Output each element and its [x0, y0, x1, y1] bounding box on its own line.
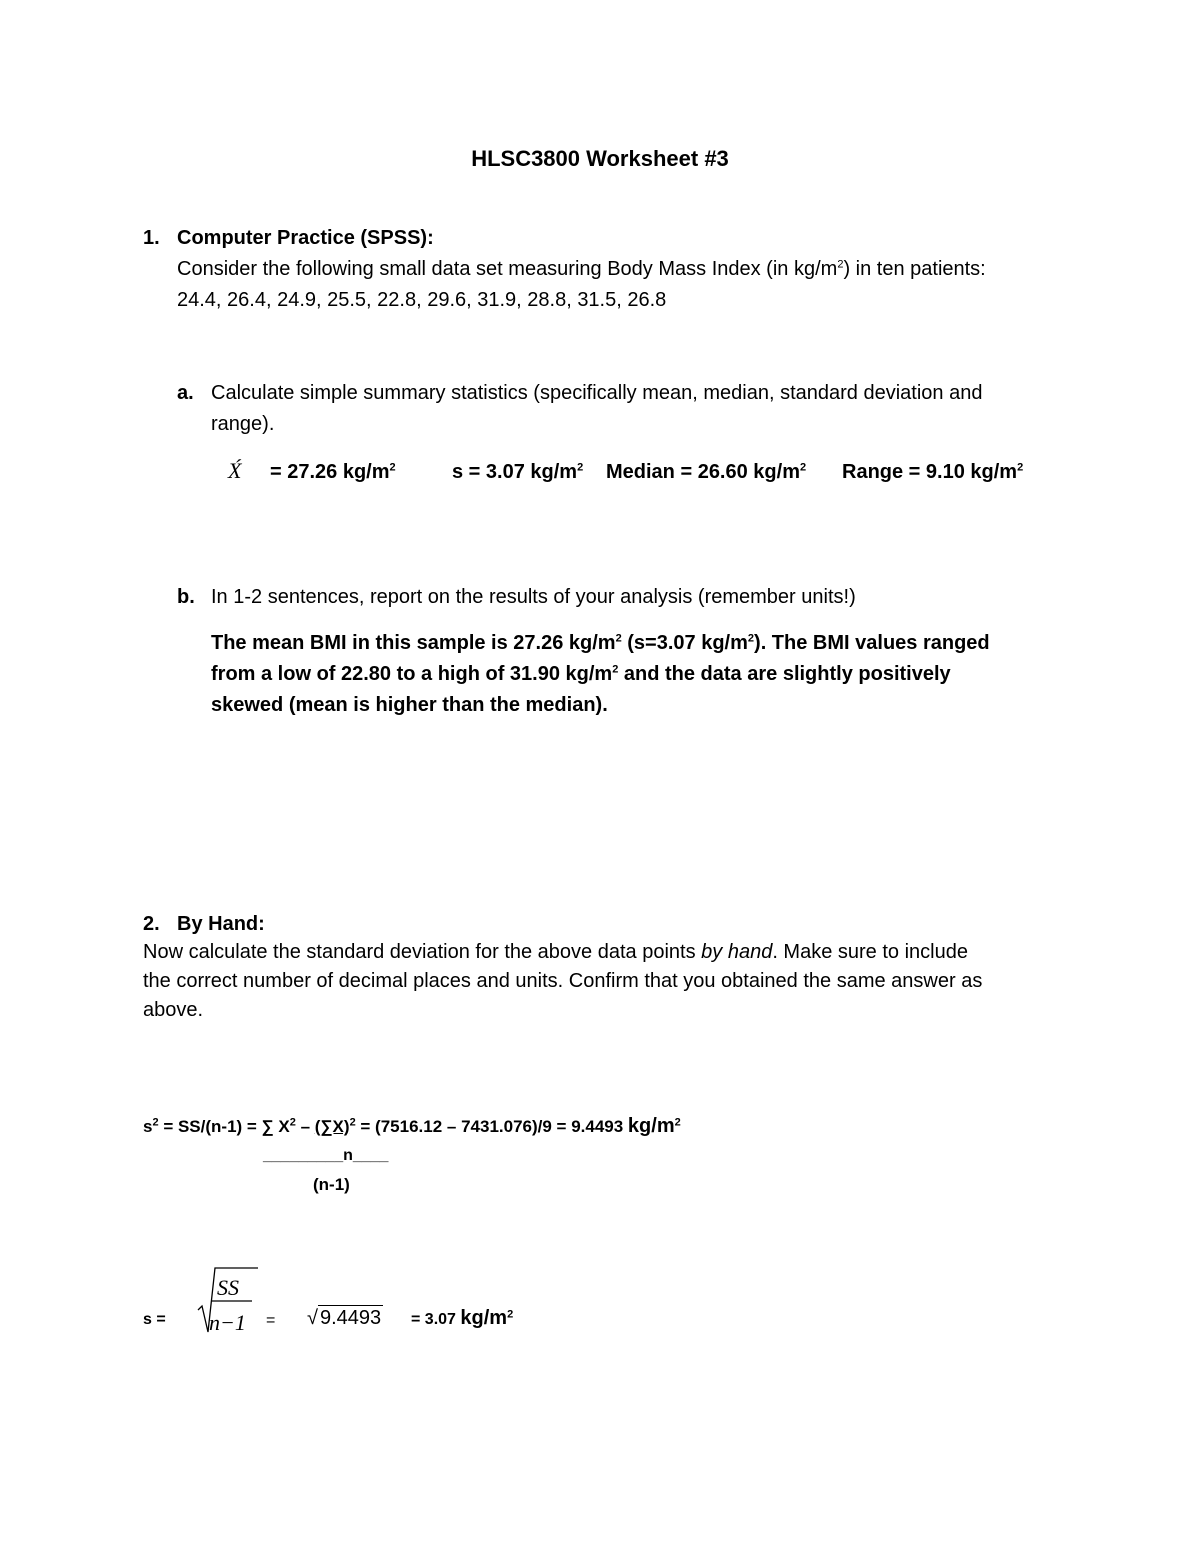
variance-sumx: (∑X) — [314, 1117, 350, 1136]
q2-line3: above. — [143, 999, 204, 1021]
q1-intro-pre: Consider the following small data set measuring Body Mass Index (in kg/m — [177, 258, 838, 280]
q2-line1 — [143, 940, 968, 964]
q1-heading: Computer Practice (SPSS): — [177, 227, 434, 249]
variance-unit: kg/m — [627, 1115, 675, 1137]
q1-intro — [177, 257, 986, 281]
variance-n-line: _________n____ — [263, 1147, 389, 1164]
range-value-text: Range = 9.10 kg/m — [842, 461, 1018, 483]
qb-prompt: In 1-2 sentences, report on the results of your analysis (remember units!) — [211, 586, 856, 608]
variance-sumx-sup: 2 — [349, 1116, 356, 1129]
q2-line1-pre: Now calculate the standard deviation for the above data points — [143, 941, 702, 963]
mean-value — [270, 460, 396, 484]
variance-formula — [143, 1114, 681, 1139]
page-title: HLSC3800 Worksheet #3 — [471, 146, 729, 171]
q2-line1-post: . Make sure to include — [772, 941, 968, 963]
variance-minus: – — [295, 1117, 315, 1136]
sd-result — [411, 1306, 513, 1332]
qb-ans1-b: (s=3.07 kg/m — [621, 632, 748, 654]
mean-symbol: X́ — [228, 458, 242, 483]
q2-number: 2. — [143, 913, 160, 935]
sd-sqrt-value — [307, 1305, 383, 1330]
variance-s: s — [143, 1117, 153, 1136]
variance-s-sup: 2 — [152, 1116, 159, 1129]
qb-ans1-sup1: 2 — [615, 632, 622, 645]
qb-letter: b. — [177, 586, 195, 608]
sd-sup: 2 — [577, 461, 584, 474]
variance-eq-ss: = SS/(n-1) = ∑ X — [158, 1117, 290, 1136]
sqrt-symbol: √ — [307, 1307, 318, 1329]
mean-value-text: = 27.26 kg/m — [270, 461, 390, 483]
qb-ans1-sup2: 2 — [747, 632, 755, 645]
sd-result-unit: kg/m — [460, 1307, 508, 1329]
qa-line1: Calculate simple summary statistics (specifically mean, median, standard deviation and — [211, 382, 983, 404]
qb-answer-line1 — [211, 631, 990, 655]
variance-unit-sup: 2 — [674, 1116, 681, 1129]
variance-calc: = (7516.12 – 7431.076)/9 = 9.4493 — [355, 1117, 628, 1136]
qb-ans2-a: from a low of 22.80 to a high of 31.90 kg/m — [211, 663, 613, 685]
median-sup: 2 — [799, 461, 807, 474]
q2-line2: the correct number of decimal places and units. Confirm that you obtained the same answer as — [143, 970, 983, 992]
qb-ans2-b: and the data are slightly positively — [618, 663, 951, 685]
q1-number: 1. — [143, 227, 160, 249]
qb-answer-line2 — [211, 662, 951, 686]
sd-numerator: SS — [217, 1275, 239, 1300]
sd-value — [452, 460, 583, 484]
q1-intro-post: ) in ten patients: — [843, 258, 986, 280]
sd-result-sup: 2 — [507, 1308, 514, 1321]
sd-value-text: s = 3.07 kg/m — [452, 461, 578, 483]
sd-result-text: = 3.07 — [411, 1311, 461, 1328]
sd-equals: = — [266, 1312, 276, 1329]
median-value — [606, 460, 806, 484]
qa-line2: range). — [211, 413, 275, 435]
variance-denominator: (n-1) — [313, 1175, 350, 1194]
q2-line1-em: by hand — [701, 941, 773, 963]
qa-letter: a. — [177, 382, 194, 404]
variance-x-sup: 2 — [289, 1116, 296, 1129]
qb-ans1-c: ). The BMI values ranged — [754, 632, 990, 654]
q1-data-values: 24.4, 26.4, 24.9, 25.5, 22.8, 29.6, 31.9, 28.8, 31.5, 26.8 — [177, 289, 667, 311]
sd-formula-s: s = — [143, 1311, 166, 1328]
median-value-text: Median = 26.60 kg/m — [606, 461, 800, 483]
qb-ans1-a: The mean BMI in this sample is 27.26 kg/m — [211, 632, 616, 654]
range-value — [842, 460, 1023, 484]
sd-denominator: n−1 — [209, 1310, 246, 1335]
sd-radicand: 9.4493 — [319, 1307, 382, 1329]
q1-intro-sup: 2 — [837, 258, 844, 271]
range-sup: 2 — [1017, 461, 1024, 474]
mean-sup: 2 — [389, 461, 396, 474]
q2-heading: By Hand: — [177, 913, 265, 935]
qb-answer-line3: skewed (mean is higher than the median). — [211, 694, 608, 716]
qb-ans2-sup: 2 — [612, 663, 619, 676]
